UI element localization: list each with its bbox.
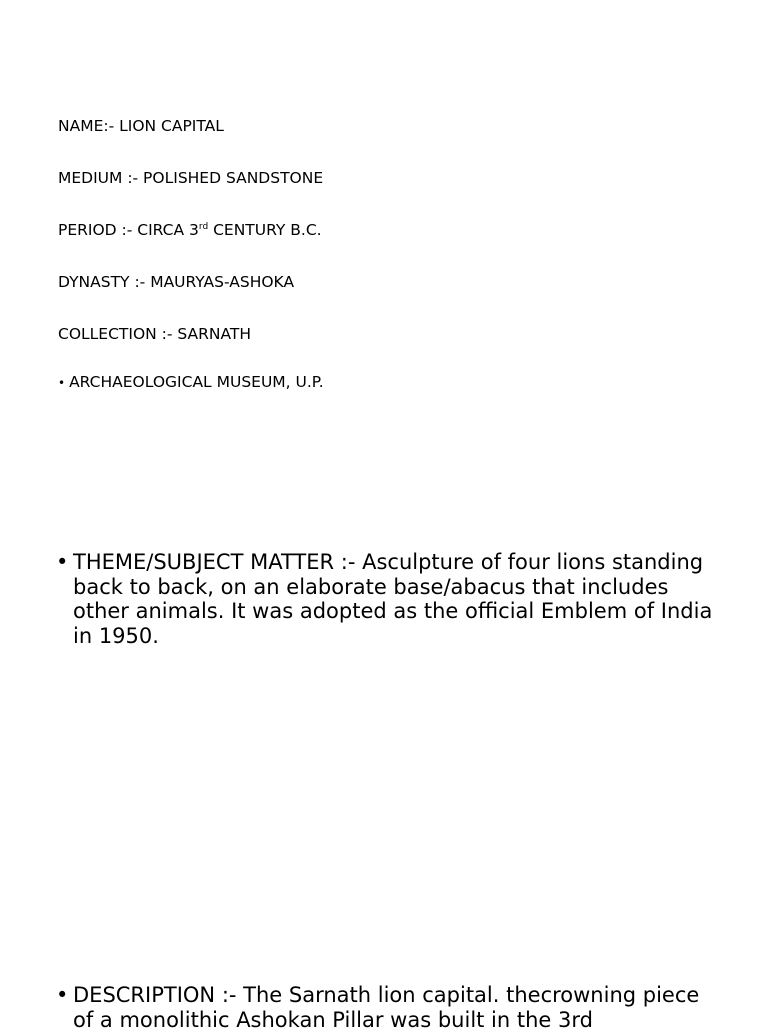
bullet-icon: •	[56, 550, 69, 574]
theme-text: THEME/SUBJECT MATTER :- Asculpture of four lions standing back to back, on an elaborate base/abacus that includes other animals. It was adopted as the official Emblem of India in 1950.	[73, 550, 713, 648]
bullet-icon: •	[56, 983, 69, 1007]
collection-field: COLLECTION :- SARNATH	[58, 325, 252, 343]
period-prefix: PERIOD :- CIRCA 3	[58, 221, 199, 239]
name-field: NAME:- LION CAPITAL	[58, 117, 224, 135]
medium-field: MEDIUM :- POLISHED SANDSTONE	[58, 169, 324, 187]
period-field	[58, 220, 322, 240]
period-suffix: CENTURY B.C.	[208, 221, 322, 239]
bullet-icon: •	[58, 376, 66, 390]
museum-field	[58, 372, 324, 393]
description-paragraph	[56, 983, 716, 1032]
description-text: DESCRIPTION :- The Sarnath lion capital. thecrowning piece of a monolithic Ashokan Pillar was built in the 3rd	[73, 983, 700, 1032]
dynasty-field: DYNASTY :- MAURYAS-ASHOKA	[58, 273, 295, 291]
theme-paragraph	[56, 550, 716, 648]
period-ordinal-suffix: rd	[198, 222, 209, 232]
museum-label: ARCHAEOLOGICAL MUSEUM, U.P.	[69, 373, 324, 391]
